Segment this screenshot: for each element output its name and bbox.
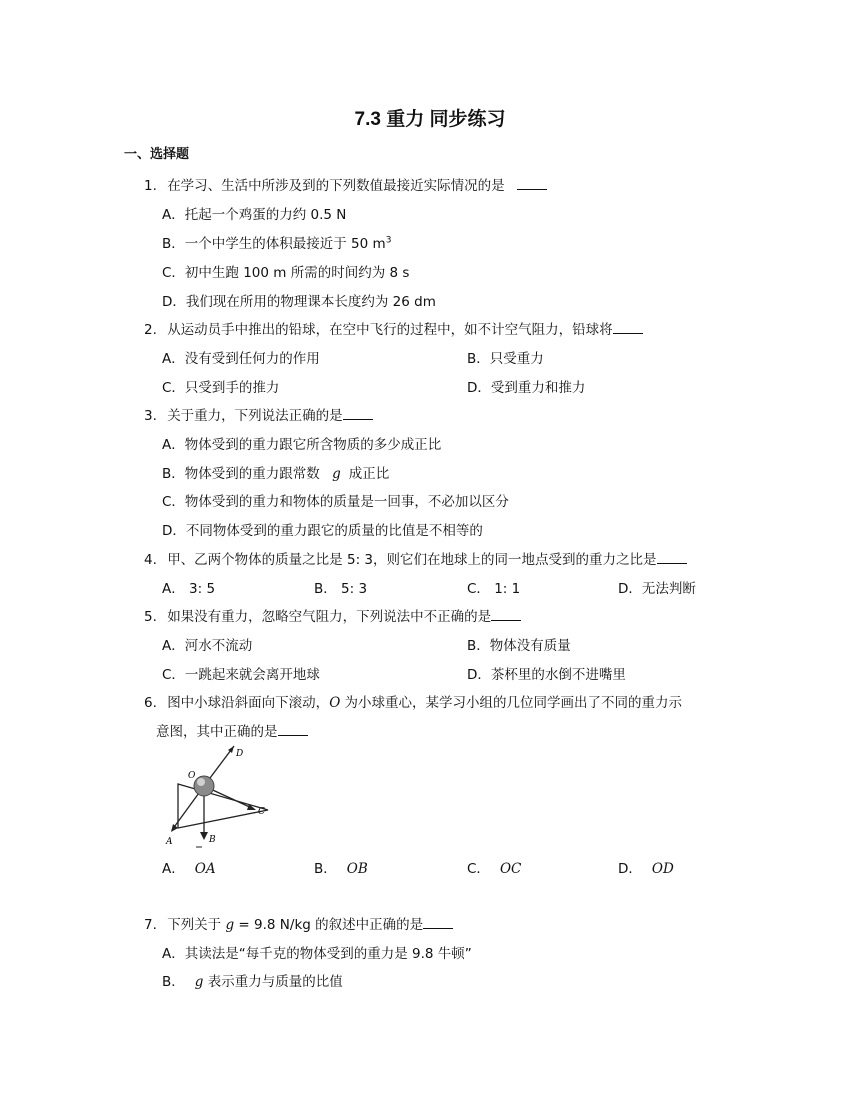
ball-highlight bbox=[197, 778, 205, 786]
answer-blank bbox=[613, 321, 643, 334]
question-number: 1. bbox=[144, 178, 157, 194]
option-c: C．一跳起来就会离开地球 bbox=[162, 667, 320, 683]
question-1 bbox=[144, 174, 547, 194]
question-2 bbox=[144, 318, 643, 338]
question-6: 6. 图中小球沿斜面向下滚动，O 为小球重心，某学习小组的几位同学画出了不同的重力示 bbox=[144, 695, 683, 711]
section-heading: 一、选择题 bbox=[124, 147, 190, 162]
question-number: 4. bbox=[144, 552, 157, 568]
arrowhead-a bbox=[171, 824, 178, 832]
question-number: 5. bbox=[144, 609, 157, 625]
answer-blank bbox=[517, 177, 547, 190]
answer-blank bbox=[343, 407, 373, 420]
question-3 bbox=[144, 404, 373, 424]
ball bbox=[194, 776, 214, 796]
page-title: 7.3 重力 同步练习 bbox=[354, 109, 506, 130]
label-c: C bbox=[258, 807, 265, 817]
question-7: 7. 下列关于 g = 9.8 N/kg 的叙述中正确的是 bbox=[144, 913, 453, 933]
option-a: A． 3: 5 bbox=[162, 581, 216, 597]
option-b: B．物体受到的重力跟常数 g 成正比 bbox=[162, 466, 390, 482]
variable-g: g bbox=[225, 917, 235, 933]
answer-blank bbox=[278, 723, 308, 736]
answer-blank bbox=[657, 551, 687, 564]
option-b: B． g 表示重力与质量的比值 bbox=[162, 974, 343, 990]
option-b: B．一个中学生的体积最接近于 50 $m^3$ bbox=[162, 235, 392, 252]
option-c: C．物体受到的重力和物体的质量是一回事，不必加以区分 bbox=[162, 494, 509, 510]
option-c: C．初中生跑 100 m 所需的时间约为 8 s bbox=[162, 265, 410, 281]
option-b: B． OB bbox=[314, 861, 368, 877]
question-number: 6. bbox=[144, 695, 157, 711]
incline-triangle bbox=[178, 784, 268, 828]
option-b: B．只受重力 bbox=[467, 351, 544, 367]
question-number: 2. bbox=[144, 322, 157, 338]
option-d: D．不同物体受到的重力跟它的质量的比值是不相等的 bbox=[162, 523, 483, 539]
option-a: A．物体受到的重力跟它所含物质的多少成正比 bbox=[162, 437, 442, 453]
option-c: C．只受到手的推力 bbox=[162, 380, 280, 396]
option-d: D．受到重力和推力 bbox=[467, 380, 586, 396]
arrowhead-b bbox=[200, 832, 208, 840]
label-d: D bbox=[236, 749, 244, 759]
question-4 bbox=[144, 548, 687, 568]
option-a: A．没有受到任何力的作用 bbox=[162, 351, 320, 367]
answer-blank bbox=[423, 916, 453, 929]
label-o: O bbox=[188, 771, 196, 781]
option-a: A．河水不流动 bbox=[162, 638, 253, 654]
question-stem: 关于重力，下列说法正确的是 bbox=[167, 408, 343, 424]
question-number: 7. bbox=[144, 917, 157, 933]
variable-o: O bbox=[329, 695, 341, 711]
gravity-diagram bbox=[158, 744, 270, 852]
superscript: 3 bbox=[385, 235, 392, 246]
option-b: B．物体没有质量 bbox=[467, 638, 571, 654]
option-c: C． 1: 1 bbox=[467, 581, 521, 597]
answer-blank bbox=[491, 608, 521, 621]
option-d: D． OD bbox=[618, 861, 674, 877]
option-a: A． OA bbox=[162, 861, 216, 877]
option-a: A．其读法是“每千克的物体受到的重力是 9.8 牛顿” bbox=[162, 946, 472, 962]
question-stem: 甲、乙两个物体的质量之比是 5: 3，则它们在地球上的同一地点受到的重力之比是 bbox=[167, 552, 657, 568]
question-5 bbox=[144, 605, 521, 625]
option-d: D．我们现在所用的物理课本长度约为 26 dm bbox=[162, 294, 436, 310]
question-stem: 从运动员手中推出的铅球，在空中飞行的过程中，如不计空气阻力，铅球将 bbox=[167, 322, 613, 338]
option-a: A．托起一个鸡蛋的力约 0.5 N bbox=[162, 207, 347, 223]
question-6-line2: 意图，其中正确的是 bbox=[156, 720, 308, 740]
option-d: D．无法判断 bbox=[618, 581, 696, 597]
option-d: D．茶杯里的水倒不进嘴里 bbox=[467, 667, 626, 683]
variable-g: g bbox=[194, 974, 204, 990]
option-c: C． OC bbox=[467, 861, 522, 877]
question-number: 3. bbox=[144, 408, 157, 424]
question-stem: 如果没有重力，忽略空气阻力，下列说法中不正确的是 bbox=[167, 609, 492, 625]
question-stem: 在学习、生活中所涉及到的下列数值最接近实际情况的是 bbox=[167, 178, 505, 194]
label-b: B bbox=[209, 835, 216, 845]
label-a: A bbox=[166, 837, 173, 847]
option-b: B． 5: 3 bbox=[314, 581, 368, 597]
variable-g: g bbox=[332, 466, 341, 482]
